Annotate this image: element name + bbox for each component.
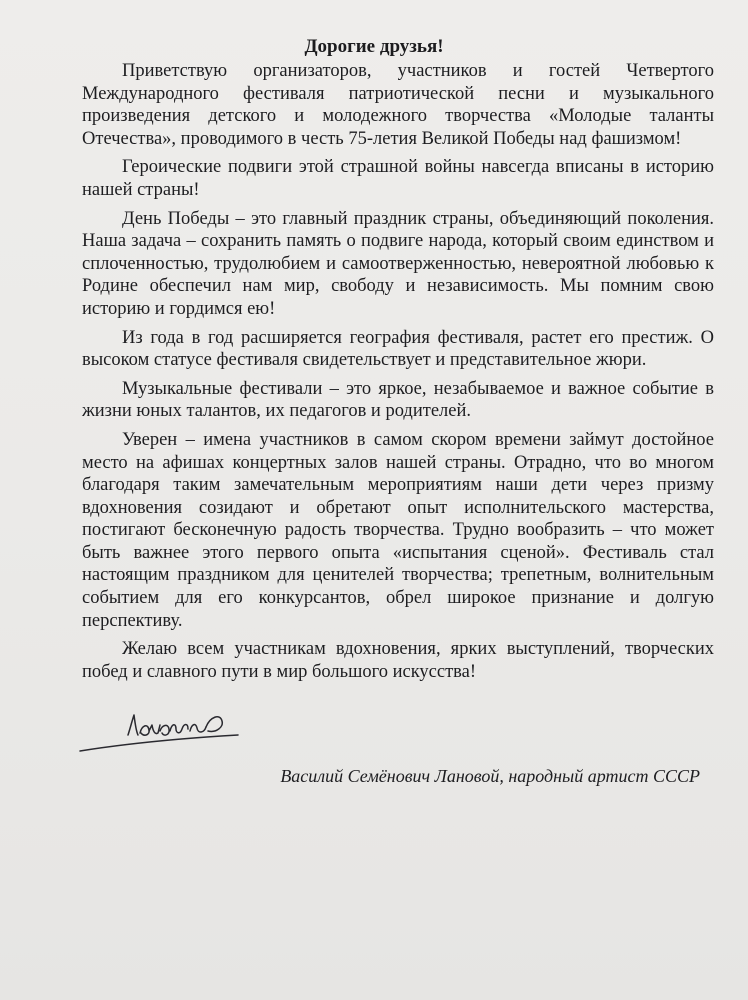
letter-body: [82, 60, 714, 689]
paragraph: Приветствую организаторов, участников и гостей Четвертого Международного фестиваля патриотической песни и музыкального произведения детского и молодежного творчества «Молодые таланты Отечества», проводимого в честь 75-летия Великой Победы над фашизмом!: [82, 61, 714, 149]
paragraph: Уверен – имена участников в самом скором времени займут достойное место на афишах концертных залов нашей страны. Отрадно, что во многом благодаря таким замечательным мероприятиям наши дети через призму вдохновения созидают и обретают опыт исполнительского мастерства, постигают бесконечную радость творчества. Трудно вообразить – что может быть важнее этого первого опыта «испытания сценой». Фестиваль стал настоящим праздником для ценителей творчества; трепетным, волнительным событием для его конкурсантов, обрел широкое признание и долгую перспективу.: [82, 429, 714, 631]
letter-title: Дорогие друзья!: [304, 36, 444, 57]
paragraph: День Победы – это главный праздник страны, объединяющий поколения. Наша задача – сохранить память о подвиге народа, который своим единством и сплоченностью, трудолюбием и самоотверженностью, невероятной любовью к Родине обеспечил нам мир, свободу и независимость. Мы помним свою историю и гордимся ею!: [82, 208, 714, 319]
paragraph: Героические подвиги этой страшной войны навсегда вписаны в историю нашей страны!: [82, 157, 714, 200]
handwritten-signature: [78, 695, 258, 765]
signer-name: Василий Семёнович Лановой, народный артист СССР: [280, 766, 700, 786]
paragraph: Из года в год расширяется география фестиваля, растет его престиж. О высоком статусе фестиваля свидетельствует и представительное жюри.: [82, 327, 714, 371]
paragraph: Музыкальные фестивали – это яркое, незабываемое и важное событие в жизни юных талантов, их педагогов и родителей.: [82, 378, 714, 422]
paragraph: Желаю всем участникам вдохновения, ярких выступлений, творческих побед и славного пути в мир большого искусства!: [82, 639, 714, 682]
